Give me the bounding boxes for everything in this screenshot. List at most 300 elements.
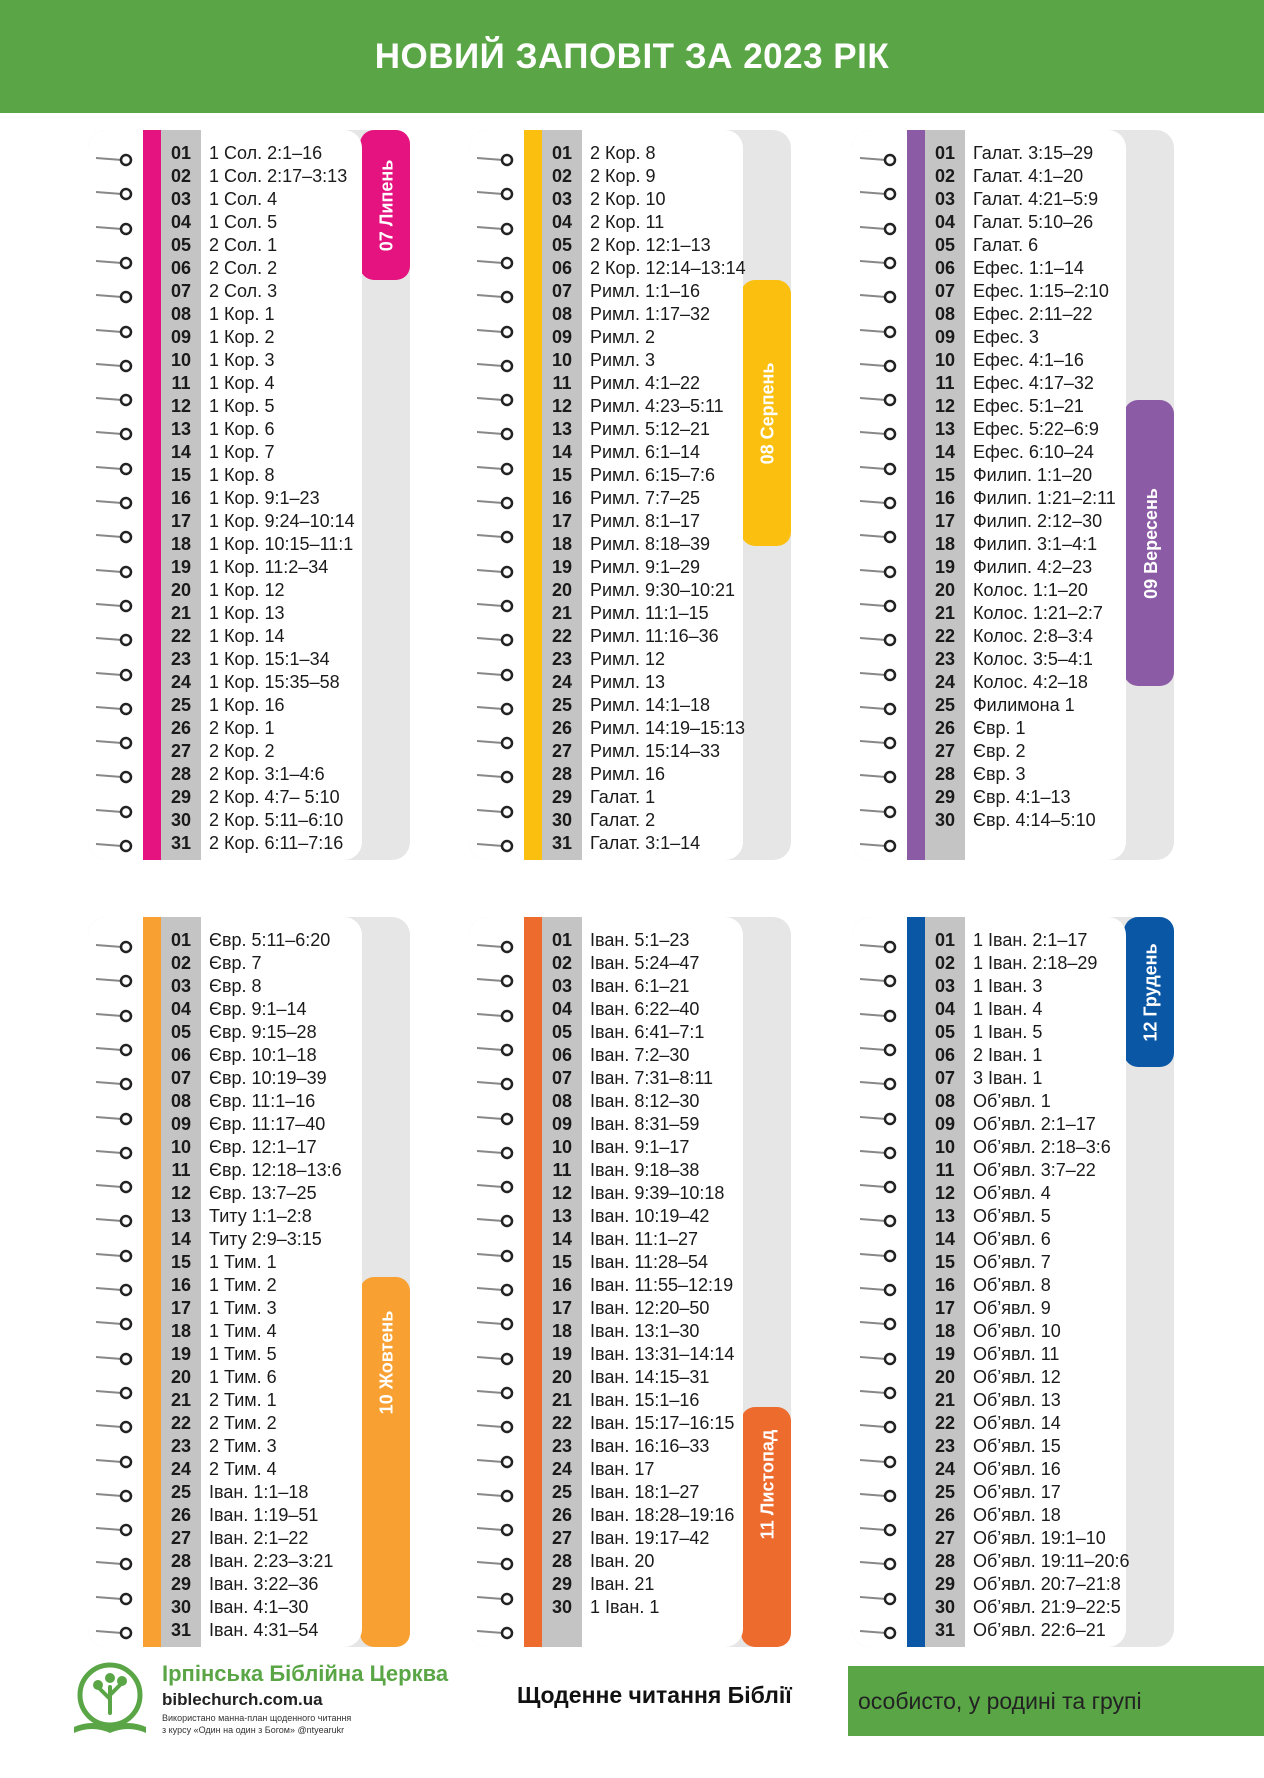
- day-number: 17: [170, 1298, 192, 1318]
- reading-row: [161, 975, 401, 998]
- day-number: 01: [551, 930, 573, 950]
- reading-row: [161, 1458, 401, 1481]
- day-number: 27: [170, 741, 192, 761]
- reading-row: [925, 717, 1165, 740]
- reading-row: [925, 1458, 1165, 1481]
- day-number: 30: [170, 810, 192, 830]
- spiral-ring-icon: [860, 1316, 900, 1332]
- day-number: 23: [934, 649, 956, 669]
- day-number: 25: [934, 1482, 956, 1502]
- spiral-ring-icon: [477, 1522, 517, 1538]
- reading-row: [542, 1159, 782, 1182]
- spiral-ring-icon: [477, 804, 517, 820]
- credit-line: Використано манна-план щоденного читання: [162, 1713, 352, 1723]
- reading-row: [542, 487, 782, 510]
- reading-row: [542, 372, 782, 395]
- reading-ref: Євр. 11:17–40: [209, 1114, 326, 1134]
- reading-row: [925, 1067, 1165, 1090]
- reading-ref: Об’явл. 19:11–20:6: [973, 1551, 1130, 1571]
- day-number: 25: [170, 1482, 192, 1502]
- spiral-ring-icon: [477, 838, 517, 854]
- day-number: 12: [934, 396, 956, 416]
- reading-row: [161, 418, 401, 441]
- reading-ref: Іван. 1:19–51: [209, 1505, 319, 1525]
- reading-ref: Іван. 13:31–14:14: [590, 1344, 735, 1364]
- spiral-ring-icon: [477, 735, 517, 751]
- day-number: 05: [170, 235, 192, 255]
- day-number: 11: [552, 373, 572, 393]
- reading-ref: 1 Тим. 5: [209, 1344, 277, 1364]
- day-number: 13: [551, 419, 573, 439]
- month-card: [88, 917, 410, 1647]
- day-number: 06: [551, 258, 573, 278]
- reading-row: [542, 211, 782, 234]
- spiral-ring-icon: [96, 426, 136, 442]
- reading-row: [925, 1113, 1165, 1136]
- reading-ref: 1 Кор. 10:15–11:1: [209, 534, 354, 554]
- reading-ref: Іван. 18:1–27: [590, 1482, 700, 1502]
- reading-row: [925, 464, 1165, 487]
- day-number: 30: [551, 810, 573, 830]
- reading-ref: 1 Кор. 15:35–58: [209, 672, 340, 692]
- reading-ref: Євр. 11:1–16: [209, 1091, 316, 1111]
- reading-ref: 1 Сол. 5: [209, 212, 278, 232]
- day-number: 15: [934, 1252, 956, 1272]
- reading-row: [925, 487, 1165, 510]
- reading-ref: Ефес. 1:1–14: [973, 258, 1084, 278]
- reading-row: [925, 1228, 1165, 1251]
- month-card: [469, 917, 791, 1647]
- reading-row: [542, 1389, 782, 1412]
- reading-row: [161, 740, 401, 763]
- reading-row: [925, 1044, 1165, 1067]
- reading-ref: Римл. 4:23–5:11: [590, 396, 724, 416]
- website-link[interactable]: biblechurch.com.ua: [162, 1690, 323, 1709]
- day-number: 12: [170, 396, 192, 416]
- day-number: 26: [170, 718, 192, 738]
- reading-ref: Євр. 12:1–17: [209, 1137, 317, 1157]
- reading-ref: Іван. 12:20–50: [590, 1298, 710, 1318]
- reading-row: [925, 671, 1165, 694]
- spiral-ring-icon: [860, 289, 900, 305]
- spiral-ring-icon: [477, 1351, 517, 1367]
- reading-ref: Іван. 13:1–30: [590, 1321, 700, 1341]
- reading-row: [161, 1067, 401, 1090]
- reading-row: [542, 832, 782, 855]
- reading-row: [925, 1435, 1165, 1458]
- reading-ref: Об’явл. 22:6–21: [973, 1620, 1106, 1640]
- daily-reading-label: Щоденне читання Біблії: [517, 1682, 792, 1708]
- day-number: 12: [934, 1183, 956, 1203]
- day-number: 29: [934, 1574, 956, 1594]
- day-number: 08: [170, 1091, 192, 1111]
- reading-row: [161, 510, 401, 533]
- reading-ref: Об’явл. 3:7–22: [973, 1160, 1096, 1180]
- day-number: 16: [551, 1275, 573, 1295]
- reading-row: [542, 326, 782, 349]
- reading-ref: 1 Кор. 8: [209, 465, 275, 485]
- reading-ref: Филимона 1: [973, 695, 1075, 715]
- reading-row: [925, 763, 1165, 786]
- day-number: 01: [170, 143, 192, 163]
- spiral-ring-icon: [860, 701, 900, 717]
- reading-row: [161, 1182, 401, 1205]
- reading-ref: Филип. 2:12–30: [973, 511, 1103, 531]
- day-number: 29: [551, 1574, 573, 1594]
- day-number: 30: [934, 1597, 956, 1617]
- reading-ref: Римл. 3: [590, 350, 655, 370]
- day-number: 28: [170, 764, 192, 784]
- color-stripe: [907, 917, 925, 1647]
- spiral-ring-icon: [477, 426, 517, 442]
- day-number: 03: [934, 976, 956, 996]
- reading-ref: 1 Кор. 7: [209, 442, 275, 462]
- spiral-ring-icon: [96, 255, 136, 271]
- spiral-ring-icon: [860, 769, 900, 785]
- color-stripe: [524, 130, 542, 860]
- page-title: НОВИЙ ЗАПОВІТ ЗА 2023 РІК: [374, 36, 890, 76]
- reading-ref: 1 Іван. 2:1–17: [973, 930, 1088, 950]
- spiral-ring-icon: [860, 735, 900, 751]
- day-number: 20: [170, 1367, 192, 1387]
- day-number: 15: [170, 1252, 192, 1272]
- day-number: 01: [170, 930, 192, 950]
- spiral-ring-icon: [860, 1625, 900, 1641]
- spiral-ring-icon: [860, 461, 900, 477]
- day-number: 28: [934, 764, 956, 784]
- spiral-ring-icon: [96, 1248, 136, 1264]
- reading-ref: Іван. 4:31–54: [209, 1620, 319, 1640]
- reading-row: [542, 188, 782, 211]
- reading-row: [925, 211, 1165, 234]
- reading-row: [925, 1481, 1165, 1504]
- reading-ref: Об’явл. 18: [973, 1505, 1061, 1525]
- month-card: [852, 130, 1174, 860]
- reading-row: [925, 372, 1165, 395]
- reading-ref: Іван. 1:1–18: [209, 1482, 309, 1502]
- reading-ref: Євр. 3: [973, 764, 1026, 784]
- spiral-ring-icon: [96, 461, 136, 477]
- spiral-ring-icon: [860, 1488, 900, 1504]
- day-number: 21: [934, 1390, 956, 1410]
- reading-row: [925, 952, 1165, 975]
- reading-ref: Ефес. 4:17–32: [973, 373, 1094, 393]
- spiral-ring-icon: [860, 1248, 900, 1264]
- day-number: 17: [551, 511, 573, 531]
- day-number: 29: [170, 787, 192, 807]
- spiral-ring-icon: [96, 1454, 136, 1470]
- reading-ref: Євр. 4:14–5:10: [973, 810, 1096, 830]
- church-name: Ірпінська Біблійна Церква: [162, 1661, 449, 1686]
- day-number: 02: [551, 166, 573, 186]
- reading-ref: Євр. 1: [973, 718, 1026, 738]
- day-number: 09: [934, 1114, 956, 1134]
- reading-ref: Об’явл. 12: [973, 1367, 1061, 1387]
- reading-row: [542, 1251, 782, 1274]
- reading-ref: Римл. 9:30–10:21: [590, 580, 736, 600]
- spiral-ring-icon: [477, 1111, 517, 1127]
- reading-ref: Євр. 5:11–6:20: [209, 930, 331, 950]
- spiral-ring-icon: [96, 1008, 136, 1024]
- day-number: 21: [170, 1390, 192, 1410]
- spiral-ring-icon: [860, 1351, 900, 1367]
- spiral-ring-icon: [860, 186, 900, 202]
- reading-row: [925, 280, 1165, 303]
- day-number: 22: [551, 626, 573, 646]
- day-number: 31: [170, 833, 192, 853]
- reading-ref: Римл. 6:15–7:6: [590, 465, 716, 485]
- day-number: 24: [170, 672, 192, 692]
- day-number: 08: [551, 304, 573, 324]
- spiral-ring-icon: [477, 358, 517, 374]
- reading-ref: Об’явл. 6: [973, 1229, 1051, 1249]
- day-number: 27: [170, 1528, 192, 1548]
- reading-row: [161, 1504, 401, 1527]
- reading-row: [161, 211, 401, 234]
- reading-row: [161, 1113, 401, 1136]
- spiral-ring-icon: [860, 1076, 900, 1092]
- reading-row: [161, 303, 401, 326]
- reading-row: [925, 579, 1165, 602]
- reading-row: [542, 257, 782, 280]
- day-number: 17: [551, 1298, 573, 1318]
- reading-row: [542, 717, 782, 740]
- reading-ref: Галат. 5:10–26: [973, 212, 1094, 232]
- spiral-ring-icon: [96, 1282, 136, 1298]
- reading-ref: Іван. 6:41–7:1: [590, 1022, 705, 1042]
- day-number: 05: [934, 1022, 956, 1042]
- day-number: 20: [934, 580, 956, 600]
- spiral-ring-icon: [96, 1145, 136, 1161]
- reading-ref: Євр. 12:18–13:6: [209, 1160, 342, 1180]
- spiral-ring-icon: [96, 701, 136, 717]
- reading-ref: Ефес. 2:11–22: [973, 304, 1093, 324]
- spiral-ring-icon: [96, 1385, 136, 1401]
- spiral-ring-icon: [96, 838, 136, 854]
- reading-row: [925, 1320, 1165, 1343]
- reading-ref: Римл. 1:1–16: [590, 281, 700, 301]
- reading-row: [161, 280, 401, 303]
- reading-row: [161, 1205, 401, 1228]
- reading-ref: Іван. 21: [590, 1574, 655, 1594]
- day-number: 06: [934, 258, 956, 278]
- day-number: 20: [551, 1367, 573, 1387]
- reading-row: [542, 1228, 782, 1251]
- reading-ref: 1 Іван. 4: [973, 999, 1043, 1019]
- reading-ref: Галат. 3:1–14: [590, 833, 701, 853]
- reading-row: [542, 648, 782, 671]
- spiral-ring-icon: [477, 1316, 517, 1332]
- spiral-ring-icon: [860, 598, 900, 614]
- spiral-ring-icon: [96, 529, 136, 545]
- spiral-ring-icon: [477, 1248, 517, 1264]
- day-number: 16: [170, 1275, 192, 1295]
- reading-ref: 2 Кор. 12:1–13: [590, 235, 711, 255]
- reading-row: [925, 1182, 1165, 1205]
- day-number: 07: [551, 1068, 573, 1088]
- reading-row: [925, 303, 1165, 326]
- reading-list: [161, 929, 401, 1642]
- reading-row: [542, 579, 782, 602]
- day-number: 10: [170, 1137, 192, 1157]
- day-number: 07: [934, 1068, 956, 1088]
- day-number: 20: [934, 1367, 956, 1387]
- reading-row: [161, 579, 401, 602]
- reading-ref: Об’явл. 7: [973, 1252, 1051, 1272]
- spiral-ring-icon: [860, 324, 900, 340]
- reading-ref: Іван. 6:1–21: [590, 976, 690, 996]
- reading-ref: 1 Іван. 1: [590, 1597, 660, 1617]
- reading-row: [161, 464, 401, 487]
- spiral-ring-icon: [96, 1591, 136, 1607]
- reading-row: [542, 1090, 782, 1113]
- day-number: 15: [551, 1252, 573, 1272]
- day-number: 31: [551, 833, 573, 853]
- reading-ref: 2 Кор. 1: [209, 718, 275, 738]
- reading-row: [542, 1067, 782, 1090]
- spiral-ring-icon: [96, 973, 136, 989]
- reading-ref: 2 Кор. 9: [590, 166, 656, 186]
- reading-row: [925, 625, 1165, 648]
- reading-ref: Іван. 8:12–30: [590, 1091, 700, 1111]
- reading-ref: Об’явл. 8: [973, 1275, 1051, 1295]
- reading-row: [925, 510, 1165, 533]
- reading-ref: Іван. 5:1–23: [590, 930, 690, 950]
- day-number: 04: [551, 212, 573, 232]
- day-number: 21: [551, 1390, 573, 1410]
- reading-ref: Іван. 18:28–19:16: [590, 1505, 735, 1525]
- reading-row: [542, 1435, 782, 1458]
- day-number: 18: [551, 534, 573, 554]
- reading-ref: Титу 1:1–2:8: [209, 1206, 312, 1226]
- spiral-ring-icon: [860, 495, 900, 511]
- reading-ref: Іван. 11:1–27: [590, 1229, 699, 1249]
- spiral-ring-icon: [96, 1111, 136, 1127]
- reading-row: [925, 1573, 1165, 1596]
- spiral-ring-icon: [477, 324, 517, 340]
- reading-row: [161, 234, 401, 257]
- reading-row: [925, 1412, 1165, 1435]
- day-number: 11: [552, 1160, 572, 1180]
- day-number: 21: [170, 603, 192, 623]
- reading-ref: Римл. 14:19–15:13: [590, 718, 746, 738]
- reading-row: [542, 1205, 782, 1228]
- reading-ref: 1 Кор. 9:1–23: [209, 488, 320, 508]
- day-number: 31: [934, 1620, 956, 1640]
- reading-ref: Галат. 3:15–29: [973, 143, 1094, 163]
- reading-row: [161, 717, 401, 740]
- day-number: 05: [170, 1022, 192, 1042]
- reading-row: [161, 1297, 401, 1320]
- reading-row: [542, 1182, 782, 1205]
- month-label: 11 Листопад: [757, 1429, 778, 1539]
- reading-ref: Об’явл. 1: [973, 1091, 1051, 1111]
- reading-ref: 2 Кор. 11: [590, 212, 665, 232]
- reading-row: [161, 929, 401, 952]
- day-number: 28: [170, 1551, 192, 1571]
- reading-row: [925, 1504, 1165, 1527]
- reading-row: [925, 1205, 1165, 1228]
- color-stripe: [907, 130, 925, 860]
- day-number: 27: [934, 1528, 956, 1548]
- reading-row: [161, 832, 401, 855]
- reading-row: [161, 1021, 401, 1044]
- reading-ref: Римл. 11:16–36: [590, 626, 719, 646]
- day-number: 23: [170, 649, 192, 669]
- reading-row: [925, 533, 1165, 556]
- reading-row: [161, 533, 401, 556]
- reading-row: [161, 326, 401, 349]
- reading-ref: Титу 2:9–3:15: [209, 1229, 322, 1249]
- reading-row: [542, 1412, 782, 1435]
- reading-ref: Об’явл. 17: [973, 1482, 1061, 1502]
- spiral-ring-icon: [860, 1556, 900, 1572]
- day-number: 26: [934, 718, 956, 738]
- reading-row: [161, 648, 401, 671]
- reading-ref: 1 Іван. 2:18–29: [973, 953, 1098, 973]
- day-number: 24: [934, 672, 956, 692]
- day-number: 22: [934, 626, 956, 646]
- reading-ref: Римл. 14:1–18: [590, 695, 711, 715]
- day-number: 30: [934, 810, 956, 830]
- day-number: 29: [170, 1574, 192, 1594]
- reading-row: [161, 1481, 401, 1504]
- spiral-ring-icon: [860, 392, 900, 408]
- reading-row: [542, 1573, 782, 1596]
- day-number: 10: [170, 350, 192, 370]
- day-number: 20: [551, 580, 573, 600]
- day-number: 11: [171, 1160, 191, 1180]
- day-number: 04: [934, 999, 956, 1019]
- month-card: [88, 130, 410, 860]
- reading-row: [925, 929, 1165, 952]
- day-number: 23: [934, 1436, 956, 1456]
- reading-ref: Об’явл. 2:18–3:6: [973, 1137, 1111, 1157]
- spiral-ring-icon: [477, 701, 517, 717]
- reading-row: [161, 786, 401, 809]
- reading-ref: Об’явл. 20:7–21:8: [973, 1574, 1121, 1594]
- reading-row: [161, 952, 401, 975]
- day-number: 23: [551, 1436, 573, 1456]
- day-number: 06: [551, 1045, 573, 1065]
- reading-row: [542, 998, 782, 1021]
- spiral-ring-icon: [477, 221, 517, 237]
- day-number: 15: [170, 465, 192, 485]
- reading-row: [542, 1136, 782, 1159]
- spiral-ring-icon: [96, 598, 136, 614]
- spiral-ring-icon: [860, 1419, 900, 1435]
- spiral-ring-icon: [477, 186, 517, 202]
- spiral-ring-icon: [860, 1111, 900, 1127]
- reading-ref: 1 Тим. 2: [209, 1275, 277, 1295]
- reading-ref: 2 Кор. 6:11–7:16: [209, 833, 344, 853]
- reading-ref: Колос. 3:5–4:1: [973, 649, 1093, 669]
- reading-ref: Галат. 1: [590, 787, 656, 807]
- reading-ref: Галат. 4:21–5:9: [973, 189, 1099, 209]
- spiral-ring-icon: [860, 255, 900, 271]
- reading-row: [925, 1343, 1165, 1366]
- spiral-ring-icon: [860, 1454, 900, 1470]
- reading-ref: 1 Кор. 1: [209, 304, 275, 324]
- reading-ref: Ефес. 1:15–2:10: [973, 281, 1109, 301]
- reading-ref: Филип. 4:2–23: [973, 557, 1093, 577]
- reading-ref: Римл. 15:14–33: [590, 741, 721, 761]
- reading-ref: Римл. 12: [590, 649, 665, 669]
- reading-ref: Іван. 16:16–33: [590, 1436, 710, 1456]
- spiral-ring-icon: [96, 1351, 136, 1367]
- reading-ref: Об’явл. 19:1–10: [973, 1528, 1106, 1548]
- reading-row: [542, 740, 782, 763]
